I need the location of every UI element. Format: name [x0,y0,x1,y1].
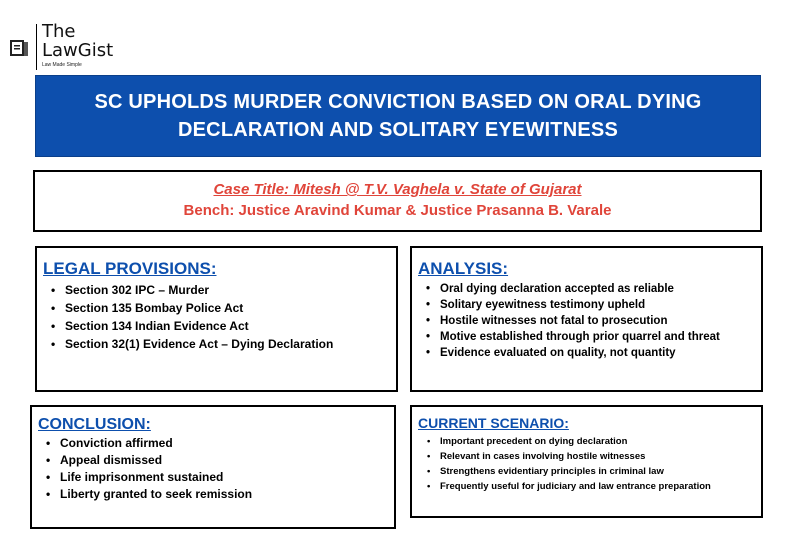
conclusion-heading: CONCLUSION: [38,416,151,433]
case-info-box [33,170,762,232]
list-item: • Solitary eyewitness testimony upheld [440,297,761,313]
logo-wordmark [42,22,113,60]
list-item: • Section 135 Bombay Police Act [65,299,396,317]
list-item: • Strengthens evidentiary principles in criminal law [440,464,761,479]
logo-tagline: Law Made Simple [42,62,82,68]
list-item: • Appeal dismissed [60,452,394,469]
list-item: • Section 134 Indian Evidence Act [65,317,396,335]
list-item: • Liberty granted to seek remission [60,486,394,503]
headline: SC UPHOLDS MURDER CONVICTION BASED ON ORAL DYING DECLARATION AND SOLITARY EYEWITNESS [94,91,702,141]
list-item: • Hostile witnesses not fatal to prosecution [440,313,761,329]
logo-divider [36,24,37,70]
logo-line-2: LawGist [42,40,114,61]
legal-provisions-panel [35,246,398,392]
list-item: • Section 302 IPC – Murder [65,281,396,299]
legal-provisions-list [37,281,396,353]
logo-line-1: The [42,21,76,42]
analysis-panel [410,246,763,392]
legal-provisions-heading: LEGAL PROVISIONS: [43,259,217,278]
list-item: • Oral dying declaration accepted as reliable [440,281,761,297]
analysis-list [412,281,761,361]
conclusion-list [32,435,394,503]
list-item: • Evidence evaluated on quality, not quantity [440,345,761,361]
current-scenario-heading: CURRENT SCENARIO: [418,415,569,431]
headline-banner [35,75,761,157]
current-scenario-panel [410,405,763,518]
list-item: • Important precedent on dying declaration [440,434,761,449]
list-item: • Frequently useful for judiciary and law entrance preparation [440,479,761,494]
list-item: • Section 32(1) Evidence Act – Dying Declaration [65,335,396,353]
analysis-heading: ANALYSIS: [418,259,509,278]
list-item: • Motive established through prior quarrel and threat [440,329,761,345]
law-book-icon [8,36,30,58]
current-scenario-list [412,434,761,494]
list-item: • Life imprisonment sustained [60,469,394,486]
bench: Bench: Justice Aravind Kumar & Justice Prasanna B. Varale [183,202,612,219]
conclusion-panel [30,405,396,529]
list-item: • Conviction affirmed [60,435,394,452]
case-title: Case Title: Mitesh @ T.V. Vaghela v. State of Gujarat [213,181,582,198]
list-item: • Relevant in cases involving hostile witnesses [440,449,761,464]
